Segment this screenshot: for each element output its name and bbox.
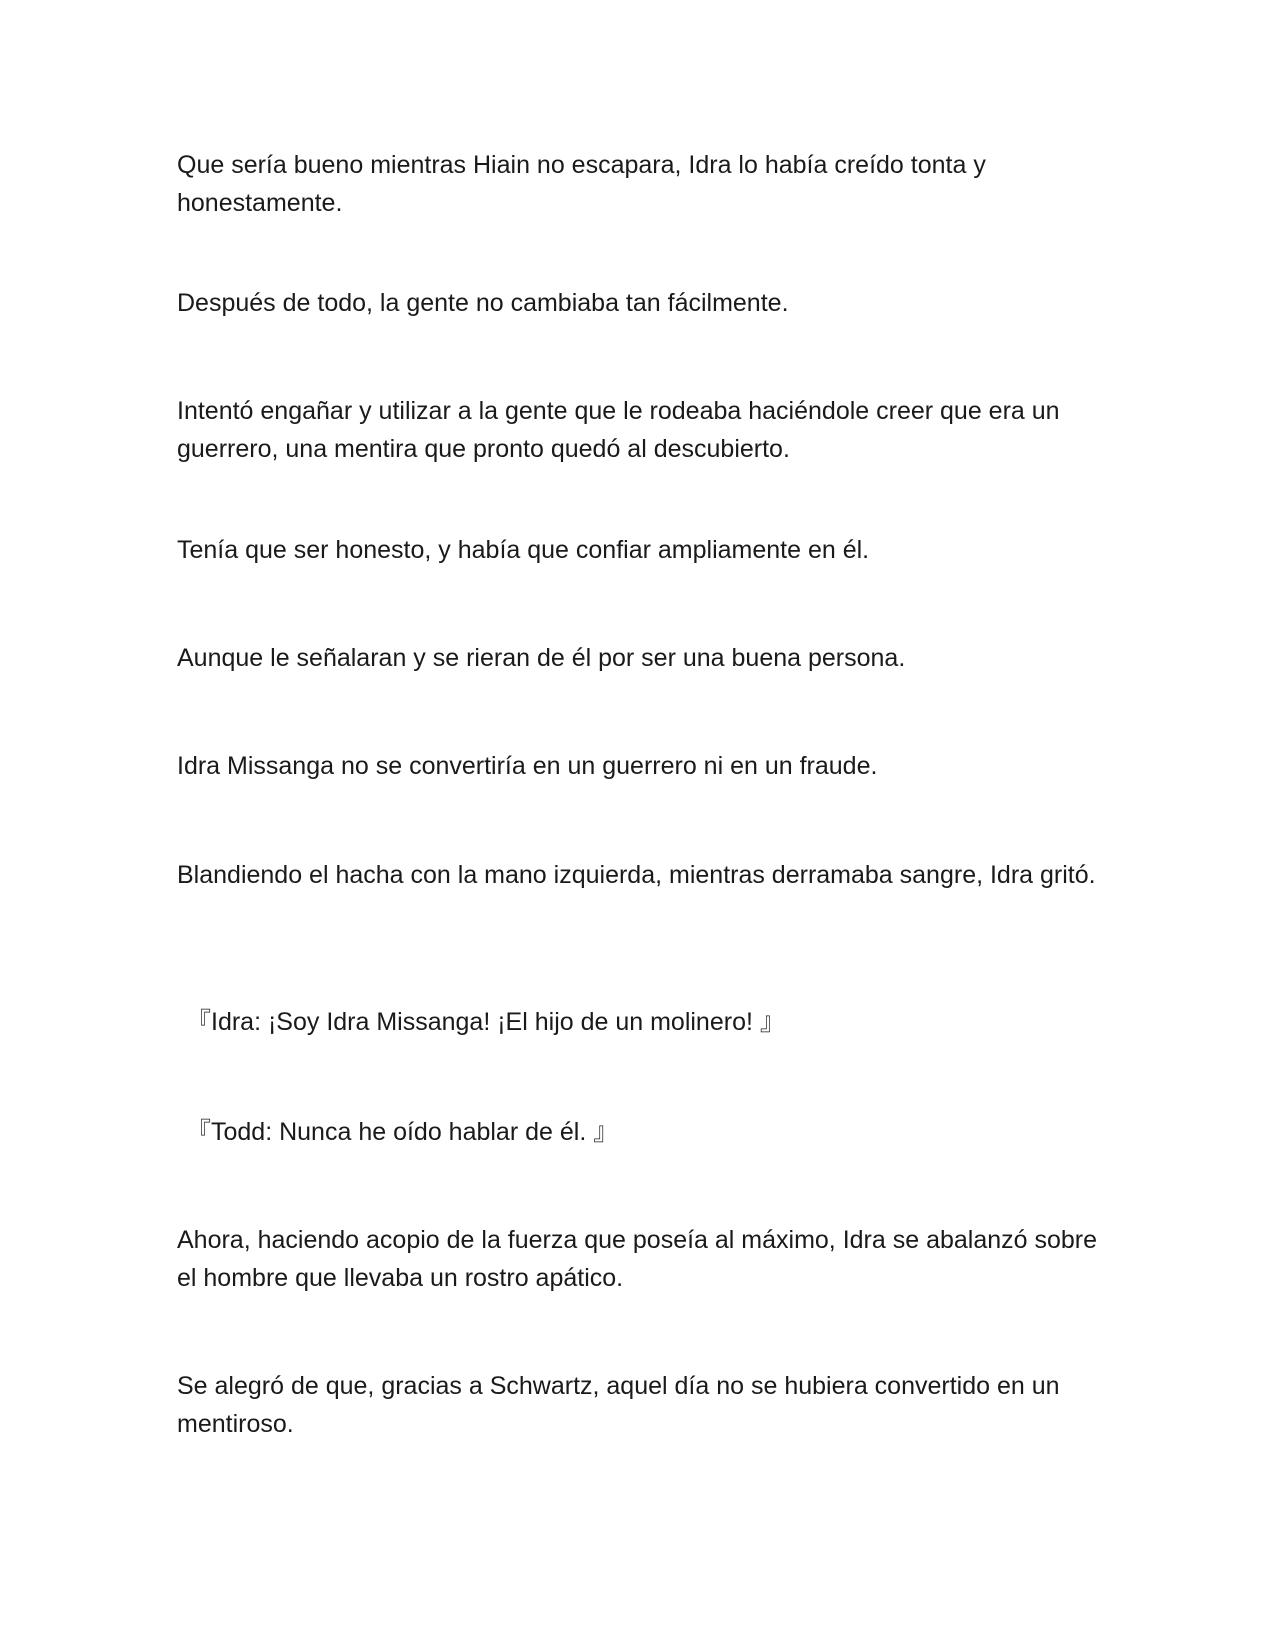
dialogue-line-idra: 『Idra: ¡Soy Idra Missanga! ¡El hijo de un molinero! 』 [186, 1008, 785, 1036]
paragraph-9: Se alegró de que, gracias a Schwartz, aquel día no se hubiera convertido en un mentiroso. [177, 1372, 1060, 1438]
paragraph-8: Ahora, haciendo acopio de la fuerza que poseía al máximo, Idra se abalanzó sobre el hombre que llevaba un rostro apático. [177, 1226, 1098, 1292]
paragraph-5: Aunque le señalaran y se rieran de él por ser una buena persona. [177, 644, 906, 672]
paragraph-1: Que sería bueno mientras Hiain no escapara, Idra lo había creído tonta y honestamente. [177, 151, 986, 217]
paragraph-4: Tenía que ser honesto, y había que confiar ampliamente en él. [177, 536, 870, 564]
paragraph-2: Después de todo, la gente no cambiaba tan fácilmente. [177, 289, 789, 317]
paragraph-3: Intentó engañar y utilizar a la gente que le rodeaba haciéndole creer que era un guerrero, una mentira que pronto quedó al descubierto. [177, 397, 1060, 463]
paragraph-7: Blandiendo el hacha con la mano izquierda, mientras derramaba sangre, Idra gritó. [177, 861, 1096, 889]
dialogue-line-todd: 『Todd: Nunca he oído hablar de él. 』 [186, 1118, 619, 1146]
paragraph-6: Idra Missanga no se convertiría en un guerrero ni en un fraude. [177, 752, 878, 780]
